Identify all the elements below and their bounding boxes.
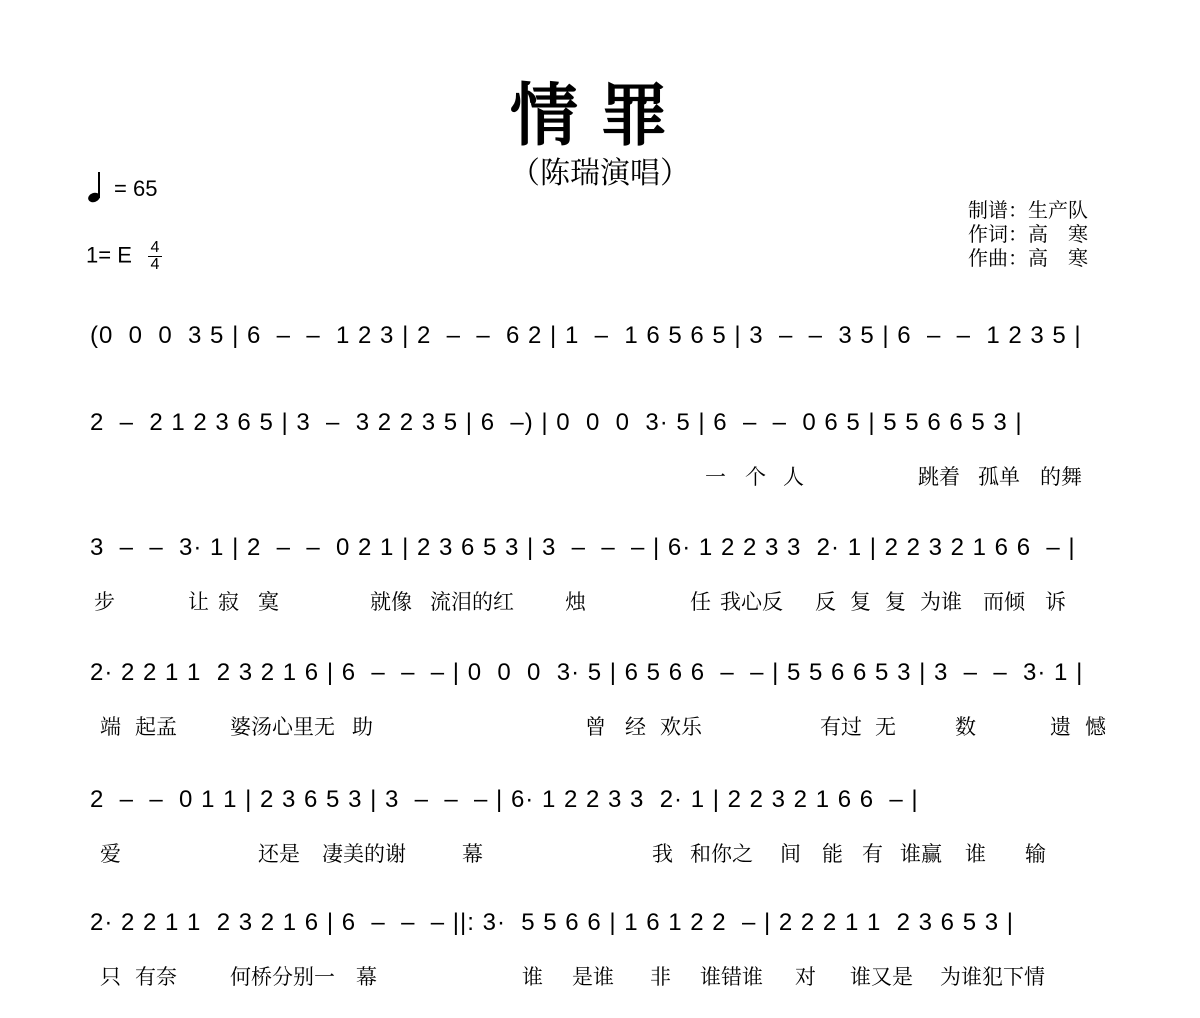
lyric-word: 而倾: [983, 590, 1025, 614]
credit-composer: 作曲：高 寒: [968, 246, 1088, 270]
lyric-word: 婆汤心里无: [230, 715, 335, 739]
time-signature-top: 4: [150, 239, 160, 256]
notation-text: 2 – 2 1 2 3 6 5 | 3 – 3 2 2 3 5 | 6 –) | 0 0 0 3· 5 | 6 – – 0 6 5 | 5 5 6 6 5 3 |: [90, 409, 1023, 436]
lyric-word: 爱: [100, 842, 121, 866]
lyric-word: 为谁: [920, 590, 962, 614]
lyric-word: 的舞: [1040, 465, 1082, 489]
lyric-word: 寂: [218, 590, 239, 614]
lyric-word: 助: [352, 715, 373, 739]
lyrics-row: [90, 586, 1120, 616]
lyric-word: 幕: [356, 965, 377, 989]
song-subtitle: （陈瑞演唱）: [510, 156, 690, 191]
lyric-word: 我: [652, 842, 673, 866]
lyric-word: 有: [862, 842, 883, 866]
lyric-word: 只: [100, 965, 121, 989]
lyric-word: 经: [625, 715, 646, 739]
lyric-word: 个: [745, 465, 766, 489]
lyric-word: 复: [850, 590, 871, 614]
lyric-word: 无: [875, 715, 896, 739]
lyric-word: 端: [100, 715, 121, 739]
lyric-word: 就像: [370, 590, 412, 614]
notation-row: [90, 905, 1120, 951]
lyric-word: 和你之: [690, 842, 753, 866]
notation-row: [90, 782, 1120, 828]
lyrics-row: [90, 961, 1120, 991]
notation-row: [90, 530, 1120, 576]
lyric-word: 遗: [1050, 715, 1071, 739]
lyric-word: 间: [780, 842, 801, 866]
lyric-word: 何桥分别一: [230, 965, 335, 989]
notation-row: [90, 405, 1120, 451]
notation-text: (0 0 0 3 5 | 6 – – 1 2 3 | 2 – – 6 2 | 1 – 1 6 5 6 5 | 3 – – 3 5 | 6 – – 1 2 3 5 |: [90, 322, 1082, 349]
lyric-word: 能: [822, 842, 843, 866]
lyric-word: 让: [188, 590, 209, 614]
notation-text: 2 – – 0 1 1 | 2 3 6 5 3 | 3 – – – | 6· 1 2 2 3 3 2· 1 | 2 2 3 2 1 6 6 – |: [90, 786, 919, 813]
lyric-word: 烛: [565, 590, 586, 614]
lyric-word: 谁: [522, 965, 543, 989]
lyrics-row: [90, 711, 1120, 741]
tempo-marking: [88, 172, 157, 202]
lyric-word: 凄美的谢: [322, 842, 406, 866]
lyric-word: 幕: [462, 842, 483, 866]
lyric-word: 我心反: [720, 590, 783, 614]
credits: [968, 198, 1088, 270]
key-label: 1= E: [86, 242, 132, 268]
credit-lyricist: 作词：高 寒: [968, 222, 1088, 246]
lyric-word: 谁: [965, 842, 986, 866]
lyric-word: 有奈: [135, 965, 177, 989]
song-title: 情罪: [509, 77, 690, 156]
lyric-word: 数: [955, 715, 976, 739]
lyric-word: 反: [815, 590, 836, 614]
notation-text: 2· 2 2 1 1 2 3 2 1 6 | 6 – – – ||: 3· 5 5 6 6 | 1 6 1 2 2 – | 2 2 2 1 1 2 3 6 5 3 |: [90, 909, 1014, 936]
notation-row: [90, 318, 1120, 364]
lyrics-row: [90, 461, 1120, 491]
notation-row: [90, 655, 1120, 701]
lyrics-row: [90, 374, 1120, 404]
lyric-word: 流泪的红: [430, 590, 514, 614]
lyric-word: 孤单: [978, 465, 1020, 489]
lyric-word: 曾: [585, 715, 606, 739]
notation-text: 2· 2 2 1 1 2 3 2 1 6 | 6 – – – | 0 0 0 3· 5 | 6 5 6 6 – – | 5 5 6 6 5 3 | 3 – – 3· 1 |: [90, 659, 1084, 686]
time-signature-bottom: 4: [150, 256, 160, 273]
lyric-word: 诉: [1045, 590, 1066, 614]
lyric-word: 跳着: [918, 465, 960, 489]
lyric-word: 对: [795, 965, 816, 989]
notation-text: 3 – – 3· 1 | 2 – – 0 2 1 | 2 3 6 5 3 | 3 – – – | 6· 1 2 2 3 3 2· 1 | 2 2 3 2 1 6 6 – |: [90, 534, 1076, 561]
key-signature: [86, 240, 162, 273]
credit-transcriber: 制谱：生产队: [968, 198, 1088, 222]
lyric-word: 有过: [820, 715, 862, 739]
lyric-word: 谁赢: [900, 842, 942, 866]
time-signature: [148, 240, 162, 273]
lyric-word: 人: [783, 465, 804, 489]
lyric-word: 输: [1025, 842, 1046, 866]
lyric-word: 还是: [258, 842, 300, 866]
lyrics-row: [90, 838, 1120, 868]
quarter-note-icon: [88, 172, 102, 202]
lyric-word: 谁错谁: [700, 965, 763, 989]
lyric-word: 任: [690, 590, 711, 614]
lyric-word: 非: [650, 965, 671, 989]
lyric-word: 谁又是: [850, 965, 913, 989]
tempo-value: = 65: [114, 176, 158, 201]
lyric-word: 欢乐: [660, 715, 702, 739]
lyric-word: 一: [705, 465, 726, 489]
lyric-word: 为谁犯下情: [940, 965, 1045, 989]
lyric-word: 寞: [258, 590, 279, 614]
lyric-word: 步: [94, 590, 115, 614]
lyric-word: 是谁: [572, 965, 614, 989]
lyric-word: 起孟: [135, 715, 177, 739]
lyric-word: 复: [885, 590, 906, 614]
lyric-word: 憾: [1085, 715, 1106, 739]
